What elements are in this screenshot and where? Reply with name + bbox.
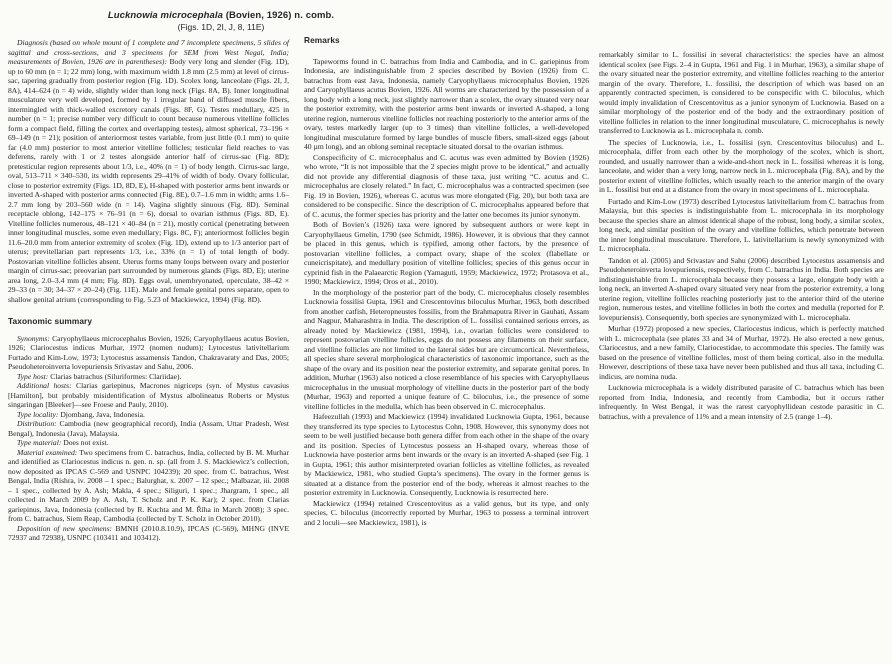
remarks-paragraph-1: Tapeworms found in C. batrachus from India and Cambodia, and in C. gariepinus from Indonesia, are indistinguishable from 2 species described by Bovien (1926) from C. batrachus from east Java, Indonesia, namely Caryophyllaeus microcephalus Bovien, 1926 and Caryophyllaeus acutus Bovien, 1926. All worms are characterized by the possession of a long body with a long neck, just slightly narrower than a scolex, the ovary situated very near the posterior extremity, with the posterior arms bent inwards or inverted A-shaped, a long uterine region, numerous vitelline follicles not reaching posteriorly to the anterior arms of the ovary, testes markedly larger (up to 3 times) than vitelline follicles, a well-developed longitudinal musculature formed by large bundles of muscle fibers, small-sized eggs (about 40 µm long), and an oblong seminal receptacle situated dorsal to the ovarian isthmus. [304, 56, 589, 151]
type-host-text: Clarias batrachus (Siluriformes: Clariidae). [50, 371, 182, 381]
title-authority: (Bovien, 1926) n. comb. [223, 10, 335, 21]
distribution-entry [8, 419, 289, 438]
title-species-name: Lucknowia microcephala [107, 10, 224, 21]
type-material-text: Does not exist. [63, 438, 109, 447]
distribution-label: Distribution: [17, 419, 57, 428]
deposition-entry [8, 524, 289, 543]
remarks-paragraph-3: Both of Bovien’s (1926) taxa were ignored by subsequent authors or were kept in Caryophyllaeus Gmelin, 1790 (see Schmidt, 1986). However, it is obvious that they cannot be placed in this genus, which is typified, among other factors, by the presence of postovarian vitelline follicles, a compact ovary, shape of the scolex (flabellate or cuneicrispitate), and medullary position of vitelline follicles; species of this genus occur in cyprinid fish in the Palaearctic Region (Yamaguti, 1959; Mackiewicz, 1972; Protasova et al., 1990; Mackiewicz, 1994; Oros et al., 2010). [304, 220, 589, 286]
type-locality-text: Djombang, Java, Indonesia. [60, 409, 145, 419]
material-examined-label: Material examined: [17, 447, 78, 457]
species-title-block [8, 10, 434, 32]
deposition-text: BMNH (2010.8.10.9), IPCAS (C-569), MHNG (INVE 72937 and 72938), USNPC (103411 and 103412). [8, 523, 289, 542]
remarks-paragraph-7: The species of Lucknowia, i.e., L. fossilisi (syn. Crescentovitus biloculus) and L. microcephala, differ from each other by the morphology of the scolex, which is short, rounded, and usually narrower than a wide-and-short neck in L. fossilisi whereas it is long, lanceolate, and wider than a very long, narrow neck in L. microcephala (Fig. 8A), and by the posterior extent of vitelline follicles, which usually reach to the anterior margin of the ovary in L. fossilisi but end at a distance from the ovary in most specimens of L. microcephala. [599, 137, 884, 194]
type-locality-label: Type locality: [17, 409, 59, 419]
diagnosis-body: Body very long and slender (Fig. 1D), up to 60 mm (n = 1; 22 mm) long, with maximum width 1.8 mm (2.5 mm) at level of cirrus-sac, tapering gradually from posterior region (Fig. 1D). Scolex long, lanceolate (Figs. 2I, J, 8A), 414–624 (n = 4) wide, slightly wider than long neck (Figs. 8A, B). Inner longitudinal musculature very well developed, formed by 1 irregular band of diffused muscle fibers, intermingled with thick-walled excretory canals (Figs. 8F, G). Testes medullary, 425 in number (n = 1; precise number very difficult to count because numerous vitelline follicles form a compact field, filling the cortex and overlapping testes), almost spherical, 73–196 × 69–149 (n = 21); position of anteriormost testes variable, from just little (0.1 mm) to quite far (4.0 mm) posterior to most anterior vitelline follicles; testicular field reaches to vas deferens, rarely with 1 or 2 testes alongside anterior half of cirrus-sac (Fig. 8D); pretesticular region represents about 1/3, i.e., 40% (n = 1) of body length. Cirrus-sac large, oval, 513–711 × 340–530, its width represents 29–41% of width of body. Ovary follicular, close to posterior extremity (Figs. 1D, 8D, E), H-shaped with posterior arms bent inwards or inverted A-shaped with posterior arms connected (Fig. 8E), 0.7–1.6 mm in width; arms 1.6–2.7 mm long by 203–560 wide (n = 14). Vagina slightly sinuous (Fig. 8D). Seminal receptacle oblong, 142–175 × 76–91 (n = 6), dorsal to ovarian isthmus (Figs. 8D, E). Vitelline follicles numerous, 48–121 × 40–84 (n = 21), mostly cortical (penetrating between inner longitudinal muscles, some even medullary; Figs. 8C, F); anteriormost follicles begin 11.6–20.0 mm from anterior extremity of scolex (Fig. 1D), extend up to 1/3 anterior part of uterus; previtellarian part represents 1/3, i.e., 33% (n = 1) of total length of body. Postovarian vitelline follicles absent. Uterus forms many loops between ovary and posterior margin of cirrus-sac; preovarian part surrounded by numerous glands (Figs. 8D, E); uterine area long, 2.0–3.4 mm (4 mm; Fig. 8D). Eggs oval, unembryonated, operculate, 38–42 × 29–33 (n = 30; 34–37 × 20–24) (Fig. 11E). Male and female genital pores separate, open to shallow genital atrium (corresponding to Fig. 5.23 of Mackiewicz, 1994) (Fig. 8D). [8, 57, 289, 304]
material-examined-text: Two specimens from C. batrachus, India, collected by B. M. Murhar and identified as Clariocestus indicus n. gen. n. sp. (all from J. S. Mackiewicz’s collection, now deposited as IPCAS C-569 and USNPC 104239); 20 spec. from C. batrachus, West Bengal, India (Rishra, iv. 2008 – 1 spec.; Balurghat, x. 2007 – 12 spec.; Malbazar, iii. 2008 – 1 spec., collected by A. Ash; Makla, 4 spec.; Siliguri, 1 spec.; Jhargram, 1 spec., all collected in March 2009 by A. Ash, T. Scholz and P. K. Kar); 2 spec. from Clarias gariepinus, Java, Indonesia (collected by R. Kuchta and M. Říha in March 2008); 3 spec. from C. batrachus, Siem Reap, Cambodia (collected by T. Scholz in October 2010). [8, 447, 289, 523]
diagnosis-label: Diagnosis [17, 38, 48, 47]
taxonomic-summary-heading: Taxonomic summary [8, 316, 93, 326]
material-examined-entry [8, 448, 289, 524]
type-host-label: Type host: [17, 371, 49, 381]
type-material-label: Type material: [17, 438, 62, 447]
synonyms-text: Caryophyllaeus microcephalus Bovien, 1926; Caryophyllaeus acutus Bovien, 1926; Clariocestus indicus Murhar, 1972 (nomen nudum); Lytocestus lativitellarium Furtado and Kim-Low, 1973; Lytocestus assamensis Tandon, Chakravaraty and Das, 2005; Pseudoheteroinverta lovepuriensis Srivastav and Sahu, 2006. [8, 333, 290, 371]
diagnosis-paragraph [8, 38, 289, 304]
diagnosis-intro: (based on whole mount of 1 complete and 7 incomplete specimens, 5 slides of sagittal and cross-sections, and 3 specimens for SEM from West Negal, India; measurements of Bovien, 1926 are in parentheses): [8, 38, 289, 66]
type-locality-entry [8, 410, 289, 420]
remarks-paragraph-4: In the morphology of the posterior part of the body, C. microcephalus closely resembles Lucknowia fossilisi Gupta, 1961 and Crescentovitus biloculus Murhar, 1963, both described from another catfish, Heteropneustes fossilis, from the Brahmaputra River in Gauhati, Assam and Nagpur, Maharashtra in India. The description of L. fossilisi contained serious errors, as already noted by Mackiewicz (1981, 1994), i.e., ovarian follicles were considered to represent postovarian vitelline follicles, eggs do not possess any filaments on their surface, and vitelline follicles are not limited to the lateral sides but are circumcortical. Nevertheless, all species share several morphological characteristics of taxonomic importance, such as the shape of the ovary and its position near the posterior extremity, and separate genital pores. In addition, Murhar (1963) also noticed a close resemblance of his species with Caryophyllaeus microcephalus in the unusual morphology of vitelline ducts in the posterior part of the body (Murhar, 1963) and reported a unique feature of C. biloculus, i.e., the presence of some vitelline follicles in the medulla, which has been observed in C. microcephalus. [304, 287, 589, 411]
remarks-paragraph-11: Lucknowia microcephala is a widely distributed parasite of C. batrachus which has been reported from India, Indonesia, and recently from Cambodia, but it occurs rather infrequently. In West Bengal, it was the rarest caryophyllidean cestode parasitic in C. batrachus, with a prevalence of 11% and a mean intensity of 2.5 (range 1–4). [599, 383, 884, 421]
remarks-heading: Remarks [304, 35, 340, 45]
column-middle [304, 36, 589, 527]
remarks-paragraph-2: Conspecificity of C. microcephalus and C. acutus was even admitted by Bovien (1926) who wrote, “It is not impossible that the 2 species might prove to be identical,” and actually did not provide any differential diagnosis of these taxa, just writing “C. acutus and C. microcephalus are closely related.” In fact, C. microcephalus was a contracted specimen (see Fig. 19 in Bovien, 1926), whereas C. acutus was more elongated (Fig. 20), but both taxa are considered to be conspecific. Since the description of C. microcephalus appeared before that of C. acutus, the former species has priority and the latter one becomes its junior synonym. [304, 152, 589, 219]
type-host-entry [8, 372, 289, 382]
column-right [599, 50, 884, 421]
remarks-paragraph-9: Tandon et al. (2005) and Srivastav and Sahu (2006) described Lytocestus assamensis and Pseudoheteroinverta lovepuriensis, respectively, from C. batrachus in India. Both species are indistinguishable from L. microcephala because they possess a large, elongate body with a long neck, an inverted A-shaped ovary situated very near from the posterior extremity, a long uterine region, vitelline follicles reaching posteriorly just to the anterior third of the uterine region, numerous testes, and vitelline follicles in both the cortex and medulla (reported for P. lovepuriensis). Consequently, both species are synonymized with L. microcephala. [599, 255, 884, 322]
remarks-paragraph-10: Murhar (1972) proposed a new species, Clariocestus indicus, which is perfectly matched with L. microcephala (see plates 33 and 34 of Murhar, 1972). He also erected a new genus, Clariocestus, and a new family, Clariocestidae, to accommodate this species. The family was based on the presence of vitelline follicles, most of them being cortical, also in the medulla. However, descriptions of these taxa have never been published and thus all taxa, including C. indicus, are nomina nuda. [599, 324, 884, 381]
additional-hosts-entry [8, 381, 289, 410]
additional-hosts-label: Additional hosts: [17, 381, 72, 390]
additional-hosts-text: Clarias gariepinus, Macrones nigriceps (syn. of Mystus cavasius [Hamilton], but probably misidentification of Mystus albolineatus Roberts or Mystus singaringan [Bleeker]—see Froese and Pauly, 2010). [8, 381, 290, 409]
figure-references: (Figs. 1D, 2I, J, 8, 11E) [177, 22, 265, 32]
deposition-label: Deposition of new specimens: [17, 523, 113, 533]
distribution-text: Cambodia (new geographical record), India (Assam, Uttar Pradesh, West Bengal), Indonesia (Java), Malaysia. [8, 419, 289, 438]
page-title [8, 10, 434, 21]
remarks-paragraph-5: Hafeezullah (1993) and Mackiewicz (1994) invalidated Lucknowia Gupta, 1961, because they transferred its type species to Lytocestus Cohn, 1908. However, this synonymy does not seem to be well justified because both genera differ from each other in the shape of the ovary and its position. Species of Lytocestus possess an H-shaped ovary, whereas those of Lucknowia have posterior arms bent inwards or the ovary is an inverted A-shaped (see Fig. 1 in Gupta, 1961; this author misinterpreted ovarian follicles as vitelline follicles, as revealed by Mackiewicz, 1981, who studied Gupta’s specimens). The ovary in the former genus is situated at a distance from the posterior end of the body, whereas it almost reaches to the posterior extremity in Lucknowia. Consequently, Lucknowia is resurrected here. [304, 412, 589, 497]
remarks-paragraph-6: Mackiewicz (1994) retained Crescentovitus as a valid genus, but its type, and only species, C. biloculus (incorrectly reported by Murhar, 1963 to possess a terminal introvert and 2 loculi—see Mackiewicz, 1981), is [304, 498, 589, 527]
column-left [8, 38, 289, 543]
synonyms-entry [8, 334, 289, 372]
remarks-paragraph-6-continuation: remarkably similar to L. fossilisi in several characteristics: the species have an almost identical scolex (see Figs. 2–4 in Gupta, 1961 and Fig. 1 in Murhar, 1963), a similar shape of the ovary situated near the posterior extremity, and vitelline follicles reaching to the anterior margin of the ovary. Therefore, L. fossilisi, the description of which was based on an apparently contracted specimen, is considered to be conspecific with C. biloculus, which would imply invalidation of Crescentovitus as a junior synonym of Lucknowia. Based on a similar morphology of the posterior end of the body and the extraordinary position of vitelline follicles in relation to the inner longitudinal musculature, C. microcephalus is newly transferred to Lucknowia as L. microcephala n. comb. [599, 50, 884, 135]
synonyms-label: Synonyms: [17, 333, 50, 343]
type-material-entry [8, 438, 289, 448]
remarks-paragraph-8: Furtado and Kim-Low (1973) described Lytocestus lativitellarium from C. batrachus from Malaysia, but this species is indistinguishable from L. microcephala in its morphology because the species share an almost identical shape of the robust, long body, a similar scolex, long neck, and similar position of the ovary and vitelline follicles, which penetrate between the inner longitudinal musculature. Therefore, L. lativitellarium is newly synonymized with L. microcephala. [599, 196, 884, 253]
